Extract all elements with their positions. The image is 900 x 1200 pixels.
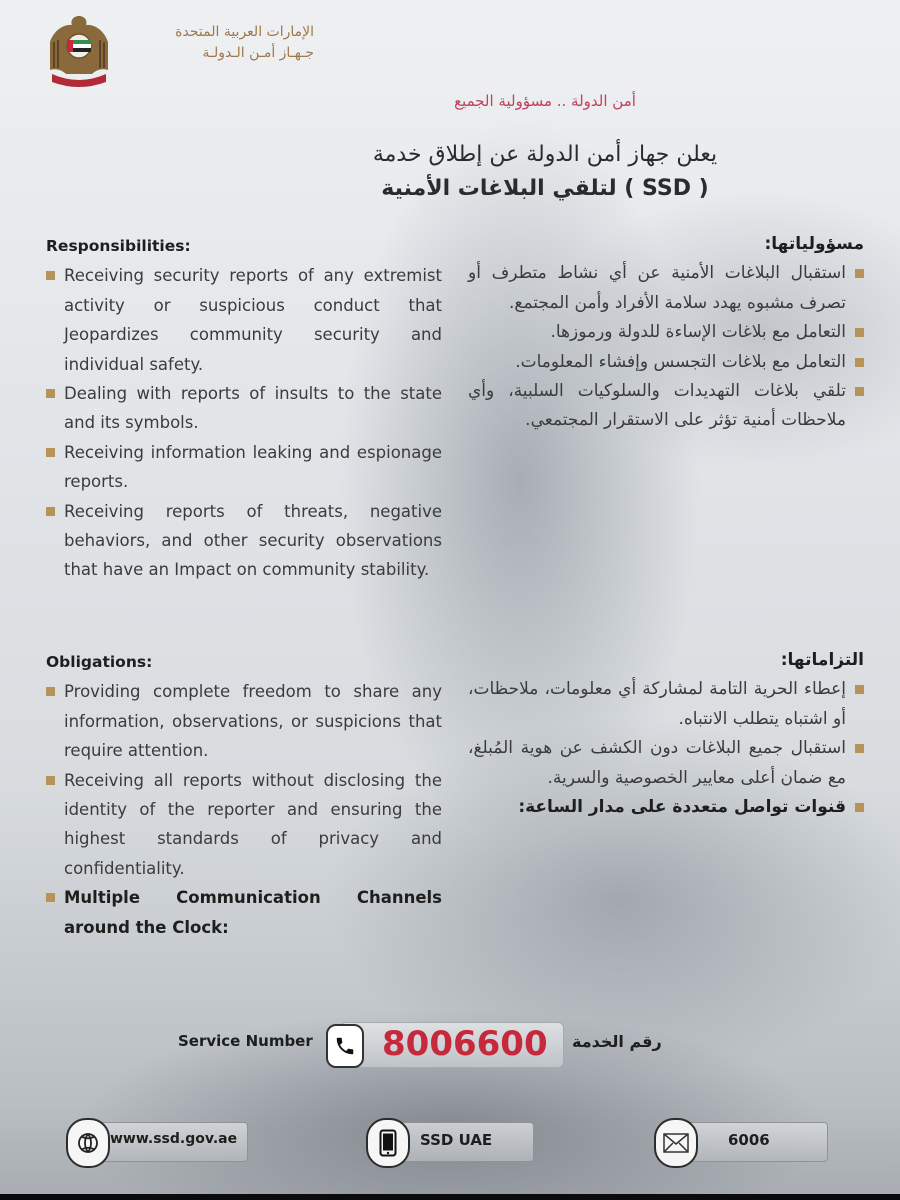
square-bullet-icon xyxy=(855,387,864,396)
square-bullet-icon xyxy=(855,328,864,337)
obligations-ar xyxy=(468,646,864,822)
square-bullet-icon xyxy=(46,448,55,457)
falcon-emblem-icon xyxy=(44,12,114,88)
square-bullet-icon xyxy=(46,507,55,516)
list-item: استقبال جميع البلاغات دون الكشف عن هوية المُبلغ، مع ضمان أعلى معايير الخصوصية والسرية. xyxy=(468,734,864,793)
globe-icon xyxy=(66,1118,110,1168)
sms-number[interactable]: 6006 xyxy=(728,1131,770,1149)
list-item: Dealing with reports of insults to the state and its symbols. xyxy=(46,379,442,438)
list-item: Providing complete freedom to share any information, observations, or suspicions that require attention. xyxy=(46,677,442,765)
service-number-label-en: Service Number xyxy=(178,1032,313,1050)
square-bullet-icon xyxy=(46,271,55,280)
square-bullet-icon xyxy=(855,269,864,278)
square-bullet-icon xyxy=(46,687,55,696)
section-title: Responsibilities: xyxy=(46,237,191,255)
square-bullet-icon xyxy=(855,744,864,753)
list-item: تلقي بلاغات التهديدات والسلوكيات السلبية، وأي ملاحظات أمنية تؤثر على الاستقرار المجتمعي. xyxy=(468,377,864,436)
announcement-headline xyxy=(0,138,900,206)
list-item: Receiving reports of threats, negative behaviors, and other security observations that have an Impact on community stability. xyxy=(46,497,442,585)
section-title: التزاماتها: xyxy=(780,650,864,670)
list-item: Multiple Communication Channels around the Clock: xyxy=(46,883,442,942)
app-name[interactable]: SSD UAE xyxy=(420,1131,493,1149)
obligations-en xyxy=(46,648,442,942)
service-number-label-ar: رقم الخدمة xyxy=(572,1032,662,1051)
org-name-line1: الإمارات العربية المتحدة xyxy=(175,24,314,40)
headline-line1: يعلن جهاز أمن الدولة عن إطلاق خدمة xyxy=(372,142,718,167)
square-bullet-icon xyxy=(855,803,864,812)
list-item: استقبال البلاغات الأمنية عن أي نشاط متطرف أو تصرف مشبوه يهدد سلامة الأفراد وأمن المجتمع. xyxy=(468,259,864,318)
square-bullet-icon xyxy=(46,776,55,785)
list-item: التعامل مع بلاغات الإساءة للدولة ورموزها. xyxy=(468,318,864,347)
service-phone-number[interactable]: 8006600 xyxy=(382,1024,548,1064)
list-item: Receiving information leaking and espionage reports. xyxy=(46,438,442,497)
uae-emblem-logo xyxy=(44,12,114,88)
list-item: التعامل مع بلاغات التجسس وإفشاء المعلومات. xyxy=(468,348,864,377)
slogan: أمن الدولة .. مسؤولية الجميع xyxy=(454,92,636,110)
list-item: Receiving security reports of any extremist activity or suspicious conduct that Jeopardizes community security and individual safety. xyxy=(46,261,442,379)
org-name xyxy=(118,22,314,64)
envelope-icon xyxy=(654,1118,698,1168)
responsibilities-en xyxy=(46,232,442,585)
responsibilities-ar xyxy=(468,230,864,436)
phone-icon[interactable] xyxy=(326,1024,364,1068)
headline-line2: ( SSD ) لتلقي البلاغات الأمنية xyxy=(381,176,709,201)
website-link[interactable]: www.ssd.gov.ae xyxy=(110,1131,238,1147)
square-bullet-icon xyxy=(855,685,864,694)
list-item: إعطاء الحرية التامة لمشاركة أي معلومات، ملاحظات، أو اشتباه يتطلب الانتباه. xyxy=(468,675,864,734)
smartphone-icon xyxy=(366,1118,410,1168)
square-bullet-icon xyxy=(46,389,55,398)
bottom-border xyxy=(0,1194,900,1200)
section-title: Obligations: xyxy=(46,653,153,671)
square-bullet-icon xyxy=(46,893,55,902)
list-item: Receiving all reports without disclosing the identity of the reporter and ensuring the highest standards of privacy and confidentiality. xyxy=(46,766,442,884)
org-name-line2: جـهـاز أمـن الـدولـة xyxy=(202,45,314,61)
square-bullet-icon xyxy=(855,358,864,367)
section-title: مسؤولياتها: xyxy=(764,234,864,254)
list-item: قنوات تواصل متعددة على مدار الساعة: xyxy=(468,793,864,822)
service-number-row xyxy=(0,1020,900,1068)
